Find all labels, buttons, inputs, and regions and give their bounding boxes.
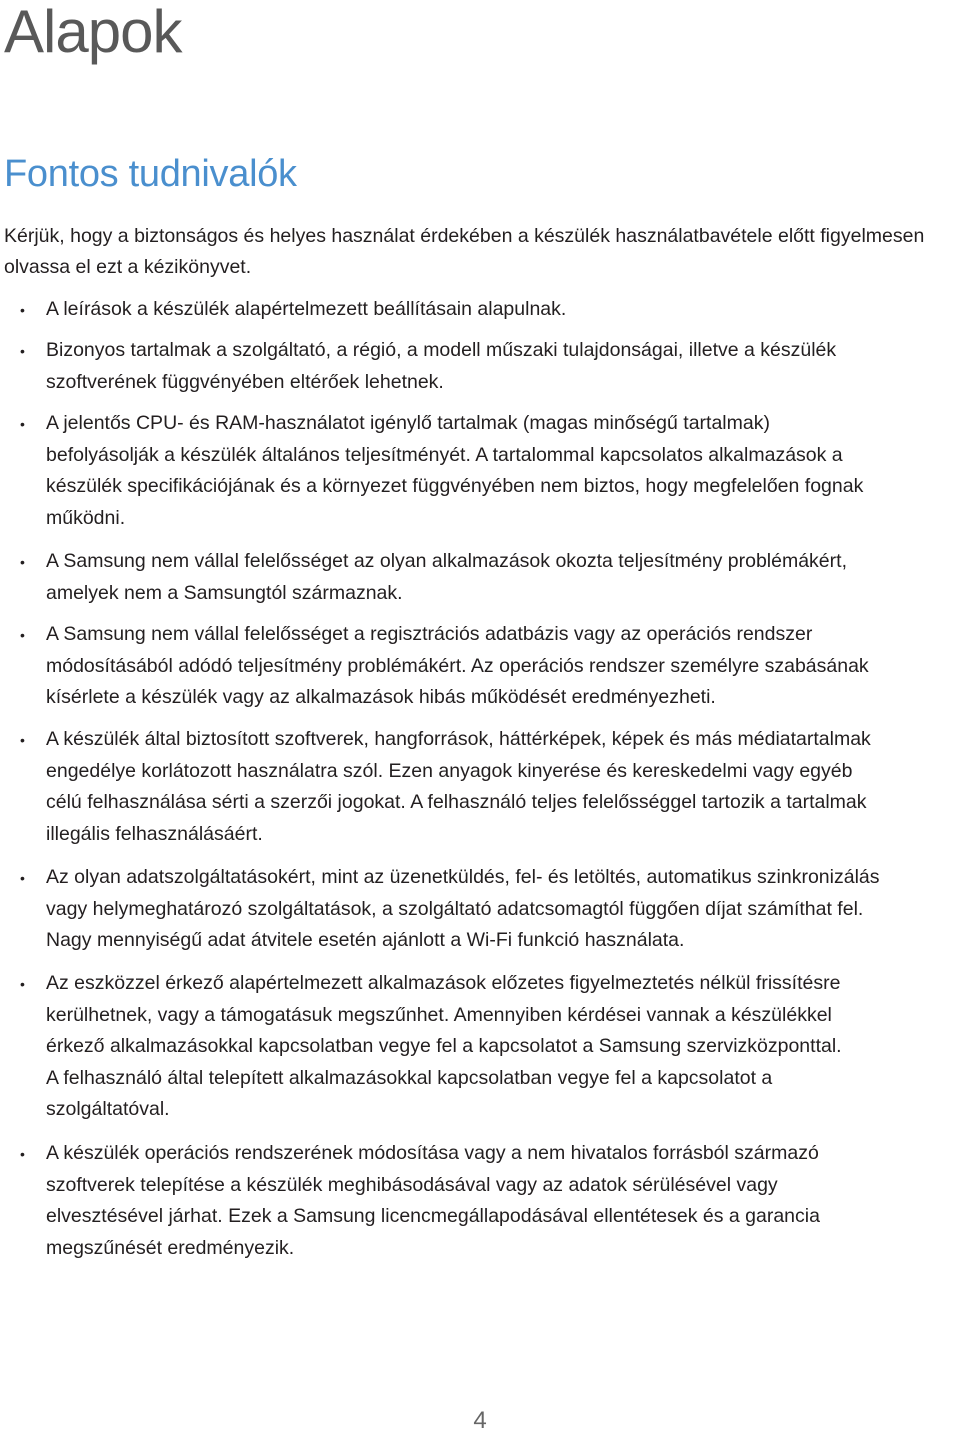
list-item-text: Bizonyos tartalmak a szolgáltató, a régió, a modell műszaki tulajdonságai, illetve a készülék szoftverének függvényében eltérőek lehetnek. [46,339,837,393]
bullet-dot-icon: • [20,302,25,318]
bullet-dot-icon: • [20,554,25,570]
list-item-text: A jelentős CPU- és RAM-használatot igénylő tartalmak (magas minőségű tartalmak) befolyásolják a készülék általános teljesítményét. A tartalommal kapcsolatos alkalmazások a készülék specifikációjának és a környezet függvényében nem biztos, hogy megfelelően fognak működni. [46,412,864,529]
bullet-dot-icon: • [20,976,25,992]
chapter-title: Alapok [4,0,182,65]
list-item-text: Az olyan adatszolgáltatásokért, mint az üzenetküldés, fel- és letöltés, automatikus szinkronizálás vagy helymeghatározó szolgáltatások, a szolgáltató adatcsomagtól függően díjat számíthat fel. Nagy mennyiségű adat átvitele esetén ajánlott a Wi-Fi funkció használata. [46,866,880,951]
bullet-dot-icon: • [20,870,25,886]
list-item-text: A leírások a készülék alapértelmezett beállításain alapulnak. [46,298,567,320]
section-title: Fontos tudnivalók [4,153,297,195]
bullet-dot-icon: • [20,343,25,359]
list-item-text: A készülék operációs rendszerének módosítása vagy a nem hivatalos forrásból származó szoftverek telepítése a készülék meghibásodásával vagy az adatok sérülésével vagy elvesztésével járhat. Ezek a Samsung licencmegállapodásával ellentétesek és a garancia megszűnését eredményezik. [46,1142,820,1259]
page-number: 4 [473,1407,487,1434]
bullet-dot-icon: • [20,627,25,643]
bullet-dot-icon: • [20,1146,25,1162]
intro-paragraph: Kérjük, hogy a biztonságos és helyes használat érdekében a készülék használatbavétele előtt figyelmesen olvassa el ezt a kézikönyvet. [4,225,925,278]
bullet-dot-icon: • [20,732,25,748]
list-item-text: A készülék által biztosított szoftverek, hangforrások, háttérképek, képek és más médiatartalmak engedélye korlátozott használatra szól. Ezen anyagok kinyerése és kereskedelmi vagy egyéb célú felhasználása sérti a szerzői jogokat. A felhasználó teljes felelősséggel tartozik a tartalmak illegális felhasználásáért. [46,728,871,845]
bullet-dot-icon: • [20,416,25,432]
list-item-text: A Samsung nem vállal felelősséget a regisztrációs adatbázis vagy az operációs rendszer módosításából adódó teljesítmény problémákért. Az operációs rendszer személyre szabásának kísérlete a készülék vagy az alkalmazások hibás működését eredményezheti. [46,623,869,708]
list-item-text: Az eszközzel érkező alapértelmezett alkalmazások előzetes figyelmeztetés nélkül frissítésre kerülhetnek, vagy a támogatásuk megszűnhet. Amennyiben kérdései vannak a készülékkel érkező alkalmazásokkal kapcsolatban vegye fel a kapcsolatot a Samsung szervizközponttal. A felhasználó által telepített alkalmazásokkal kapcsolatban vegye fel a kapcsolatot a szolgáltatóval. [46,972,842,1120]
list-item-text: A Samsung nem vállal felelősséget az olyan alkalmazások okozta teljesítmény problémákért, amelyek nem a Samsungtól származnak. [46,550,847,604]
